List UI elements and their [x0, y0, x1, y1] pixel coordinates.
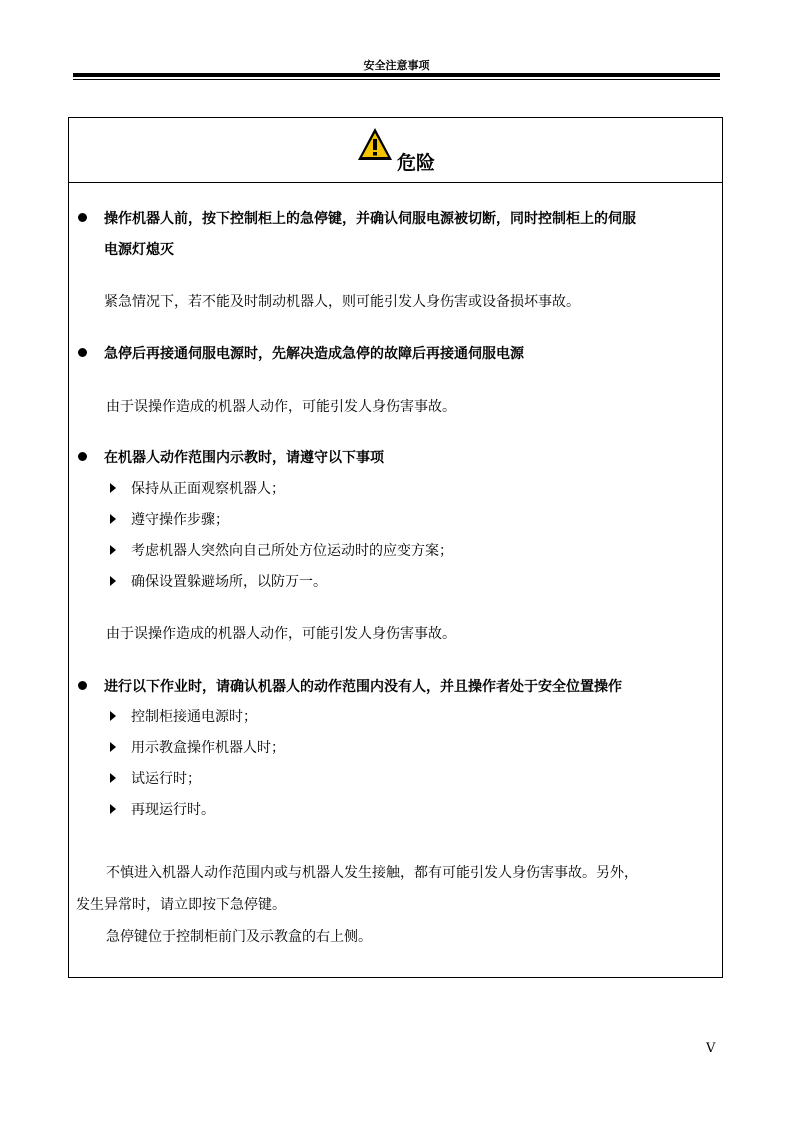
danger-box-header [69, 118, 722, 183]
section-4-item-3: 试运行时； [131, 771, 201, 787]
arrow-bullet-icon [110, 773, 116, 783]
bullet-icon [78, 452, 87, 461]
section-4-item-4: 再现运行时。 [131, 802, 215, 818]
closing-line-1: 不慎进入机器人动作范围内或与机器人发生接触，都有可能引发人身伤害事故。另外， [106, 865, 638, 881]
bullet-icon [78, 681, 87, 690]
section-2-heading: 急停后再接通伺服电源时，先解决造成急停的故障后再接通伺服电源 [104, 346, 524, 362]
section-4-item-2: 用示教盒操作机器人时； [131, 740, 285, 756]
arrow-bullet-icon [110, 576, 116, 586]
page-header-title: 安全注意事项 [363, 59, 430, 72]
section-3-note: 由于误操作造成的机器人动作，可能引发人身伤害事故。 [106, 626, 456, 642]
section-3-item-4: 确保设置躲避场所，以防万一。 [131, 574, 327, 590]
section-3-item-3: 考虑机器人突然向自己所处方位运动时的应变方案； [131, 543, 453, 559]
closing-line-2: 发生异常时，请立即按下急停键。 [76, 897, 286, 913]
arrow-bullet-icon [110, 711, 116, 721]
section-3-heading: 在机器人动作范围内示教时，请遵守以下事项 [104, 450, 384, 466]
section-4-item-1: 控制柜接通电源时； [131, 709, 257, 725]
warning-triangle-icon [356, 126, 394, 162]
section-1-heading-line1: 操作机器人前，按下控制柜上的急停键，并确认伺服电源被切断，同时控制柜上的伺服 [104, 211, 636, 227]
section-1-note: 紧急情况下，若不能及时制动机器人，则可能引发人身伤害或设备损坏事故。 [104, 294, 580, 310]
danger-title: 危险 [397, 152, 436, 174]
section-2-note: 由于误操作造成的机器人动作，可能引发人身伤害事故。 [106, 399, 456, 415]
arrow-bullet-icon [110, 545, 116, 555]
section-3-item-2: 遵守操作步骤； [131, 512, 229, 528]
bullet-icon [78, 348, 87, 357]
section-1-heading-line2: 电源灯熄灭 [104, 242, 174, 258]
section-3-item-1: 保持从正面观察机器人； [131, 481, 285, 497]
page-number: V [706, 1041, 716, 1056]
arrow-bullet-icon [110, 483, 116, 493]
header-rule-thick [73, 73, 720, 77]
arrow-bullet-icon [110, 742, 116, 752]
header-rule-thin [73, 79, 720, 80]
arrow-bullet-icon [110, 514, 116, 524]
closing-line-3: 急停键位于控制柜前门及示教盒的右上侧。 [106, 929, 372, 945]
arrow-bullet-icon [110, 804, 116, 814]
bullet-icon [78, 213, 87, 222]
section-4-heading: 进行以下作业时，请确认机器人的动作范围内没有人，并且操作者处于安全位置操作 [104, 679, 622, 695]
